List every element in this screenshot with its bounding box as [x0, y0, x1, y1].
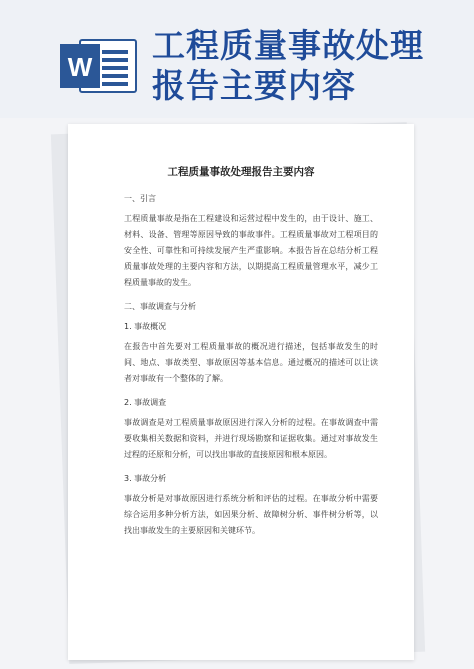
- word-doc-icon: [58, 36, 140, 96]
- subsection-paragraph: 在报告中首先要对工程质量事故的概况进行描述，包括事故发生的时间、地点、事故类型、事故原因等基本信息。通过概况的描述可以让读者对事故有一个整体的了解。: [124, 342, 378, 383]
- page-title-line1: 工程质量事故处理: [152, 26, 424, 65]
- word-logo-letter: W: [67, 52, 93, 82]
- section-heading: 一、引言: [124, 194, 156, 203]
- document-title: 工程质量事故处理报告主要内容: [167, 166, 315, 178]
- section-heading: 二、事故调查与分析: [124, 302, 196, 311]
- subsection-paragraph: 事故分析是对事故原因进行系统分析和评估的过程。在事故分析中需要综合运用多种分析方法，如因果分析、故障树分析、事件树分析等，以找出事故发生的主要原因和关键环节。: [124, 494, 378, 535]
- page-title-line2: 报告主要内容: [152, 66, 356, 105]
- subsection-paragraph: 事故调查是对工程质量事故原因进行深入分析的过程。在事故调查中需要收集相关数据和资料，并进行现场勘察和证据收集。通过对事故发生过程的还原和分析，可以找出事故的直接原因和根本原因。: [124, 418, 378, 459]
- subsection-title: 3. 事故分析: [124, 474, 167, 483]
- subsection-title: 1. 事故概况: [124, 322, 167, 331]
- section-paragraph: 工程质量事故是指在工程建设和运营过程中发生的，由于设计、施工、材料、设备、管理等原因导致的事故事件。工程质量事故对工程项目的安全性、可靠性和可持续发展产生严重影响。本报告旨在总结分析工程质量事故处理的主要内容和方法，以期提高工程质量管理水平，减少工程质量事故的发生。: [124, 214, 378, 287]
- subsection-title: 2. 事故调查: [124, 398, 167, 407]
- page-title: [152, 26, 452, 106]
- document-body: [124, 191, 378, 547]
- header-banner: [0, 0, 474, 118]
- document-page: [68, 124, 414, 660]
